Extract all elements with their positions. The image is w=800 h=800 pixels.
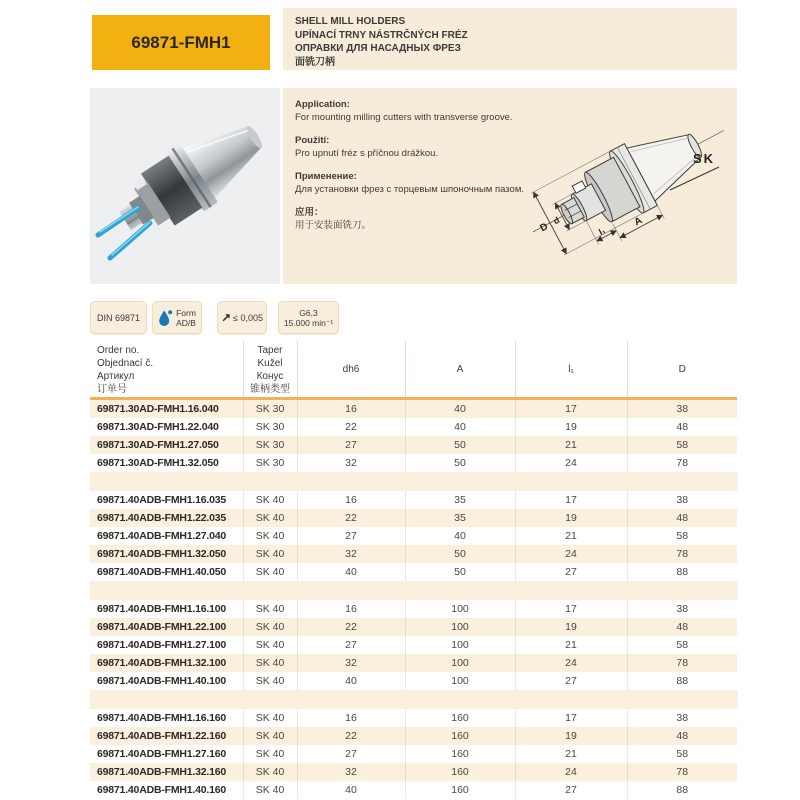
order-no-cell: 69871.30AD-FMH1.16.040 (90, 399, 243, 419)
din-standard-badge: DIN 69871 (90, 301, 147, 334)
value-cell: 160 (405, 781, 515, 799)
product-code-box (92, 15, 270, 70)
order-no-cell: 69871.40ADB-FMH1.27.160 (90, 745, 243, 763)
value-cell: 88 (676, 784, 689, 796)
value-cell: 160 (405, 763, 515, 781)
value-cell: SK 40 (243, 527, 297, 545)
value-cell: 100 (405, 618, 515, 636)
order-no-cell: 69871.40ADB-FMH1.27.040 (90, 527, 243, 545)
value-cell: 88 (676, 675, 689, 687)
value-cell: 58 (676, 530, 689, 542)
value-cell: 160 (405, 709, 515, 727)
value-cell: 17 (515, 600, 627, 618)
order-no-cell: 69871.40ADB-FMH1.16.035 (90, 491, 243, 509)
table-row (90, 636, 737, 654)
col-header-order-no: Order no. Objednací č. Артикул 订单号 (90, 341, 243, 399)
value-cell: 100 (405, 600, 515, 618)
order-no-cell: 69871.40ADB-FMH1.22.035 (90, 509, 243, 527)
application-section-en: Application: For mounting milling cutters with transverse groove. (295, 99, 513, 123)
table-row (90, 545, 737, 563)
value-cell: SK 40 (243, 745, 297, 763)
table-header-row (90, 341, 737, 399)
value-cell: 16 (297, 600, 405, 618)
value-cell: 58 (627, 436, 737, 454)
col-header-dh6: dh6 (297, 341, 405, 399)
value-cell: 24 (515, 545, 627, 563)
value-cell: 16 (297, 491, 405, 509)
table-row (90, 781, 737, 799)
table-row (90, 491, 737, 509)
value-cell: 48 (627, 727, 737, 745)
value-cell: 38 (676, 603, 689, 615)
value-cell: 27 (297, 636, 405, 654)
value-cell: SK 30 (243, 399, 297, 419)
technical-drawing (523, 91, 735, 281)
value-cell: 32 (297, 763, 405, 781)
runout-tolerance-badge: ↗ ≤ 0,005 (217, 301, 267, 334)
value-cell: 78 (627, 545, 737, 563)
application-section-cs: Použití: Pro upnutí fréz s příčnou drážkou. (295, 135, 439, 159)
order-no-cell: 69871.40ADB-FMH1.27.100 (90, 636, 243, 654)
svg-text:A: A (632, 215, 645, 229)
table-row (90, 763, 737, 781)
value-cell: 78 (676, 457, 689, 469)
balance-speed-badge: G6,3 15.000 min⁻¹ (278, 301, 339, 334)
value-cell: SK 40 (243, 709, 297, 727)
table-row (90, 745, 737, 763)
product-code: 69871-FMH1 (131, 32, 231, 52)
value-cell: 24 (515, 454, 627, 472)
table-row (90, 399, 737, 419)
table-row (90, 436, 737, 454)
value-cell: 27 (297, 745, 405, 763)
value-cell: 100 (405, 636, 515, 654)
value-cell: SK 30 (243, 436, 297, 454)
value-cell: 58 (676, 748, 689, 760)
value-cell: 50 (405, 563, 515, 581)
value-cell: 32 (297, 454, 405, 472)
value-cell: 38 (627, 399, 737, 419)
table-row (90, 418, 737, 436)
value-cell: 16 (297, 399, 405, 419)
value-cell: 32 (297, 545, 405, 563)
col-header-d: D (627, 341, 737, 399)
value-cell: SK 40 (243, 545, 297, 563)
coolant-droplet-icon (158, 308, 173, 328)
value-cell: SK 40 (243, 636, 297, 654)
value-cell: 48 (627, 618, 737, 636)
value-cell: SK 40 (243, 600, 297, 618)
value-cell: SK 40 (243, 672, 297, 690)
value-cell: 160 (405, 727, 515, 745)
col-header-a: A (405, 341, 515, 399)
order-no-cell: 69871.40ADB-FMH1.32.160 (90, 763, 243, 781)
table-row (90, 454, 737, 472)
value-cell: 17 (515, 491, 627, 509)
value-cell: 38 (676, 712, 689, 724)
col-header-taper: Taper Kužel Конус 锥柄类型 (243, 341, 297, 399)
group-separator-row (90, 472, 737, 491)
product-photo (90, 88, 280, 284)
value-cell: 27 (515, 672, 627, 690)
value-cell: SK 40 (243, 563, 297, 581)
value-cell: SK 40 (243, 491, 297, 509)
value-cell: 19 (515, 618, 627, 636)
value-cell: 100 (405, 672, 515, 690)
value-cell: 22 (297, 618, 405, 636)
table-row (90, 618, 737, 636)
value-cell: 50 (405, 436, 515, 454)
table-row (90, 563, 737, 581)
value-cell: 48 (676, 421, 689, 433)
value-cell: 22 (297, 418, 405, 436)
value-cell: 27 (297, 527, 405, 545)
table-row (90, 727, 737, 745)
value-cell: SK 40 (243, 763, 297, 781)
value-cell: 100 (405, 654, 515, 672)
value-cell: 24 (515, 763, 627, 781)
application-text (295, 99, 545, 243)
value-cell: SK 30 (243, 454, 297, 472)
col-header-l1: l₁ (515, 341, 627, 399)
value-cell: 78 (627, 763, 737, 781)
order-no-cell: 69871.40ADB-FMH1.40.160 (90, 781, 243, 799)
order-no-cell: 69871.40ADB-FMH1.22.160 (90, 727, 243, 745)
order-no-cell: 69871.40ADB-FMH1.32.050 (90, 545, 243, 563)
page-title (283, 8, 737, 70)
value-cell: 22 (297, 509, 405, 527)
value-cell: 16 (297, 709, 405, 727)
svg-text:D: D (538, 221, 550, 235)
value-cell: 21 (515, 636, 627, 654)
application-block (283, 88, 737, 284)
value-cell: 78 (627, 654, 737, 672)
order-no-cell: 69871.40ADB-FMH1.40.100 (90, 672, 243, 690)
application-section-zh: 应用： 用于安装面铣刀。 (295, 207, 372, 231)
value-cell: SK 40 (243, 509, 297, 527)
order-no-cell: 69871.40ADB-FMH1.32.100 (90, 654, 243, 672)
value-cell: 21 (515, 527, 627, 545)
title-ru: ОПРАВКИ ДЛЯ НАСАДНЫХ ФРЕЗ (295, 43, 461, 54)
coolant-form-badge: Form AD/B (152, 301, 202, 334)
value-cell: 17 (515, 709, 627, 727)
value-cell: 17 (515, 399, 627, 419)
svg-text:d: d (551, 214, 562, 227)
value-cell: 40 (297, 672, 405, 690)
order-no-cell: 69871.40ADB-FMH1.22.100 (90, 618, 243, 636)
value-cell: 50 (405, 454, 515, 472)
value-cell: 35 (405, 509, 515, 527)
value-cell: 58 (676, 639, 689, 651)
value-cell: 22 (297, 727, 405, 745)
value-cell: SK 40 (243, 618, 297, 636)
value-cell: 27 (297, 436, 405, 454)
table-row (90, 600, 737, 618)
value-cell: 40 (405, 418, 515, 436)
title-cs: UPÍNACÍ TRNY NÁSTRČNÝCH FRÉZ (295, 29, 468, 41)
value-cell: 50 (405, 545, 515, 563)
value-cell: 19 (515, 509, 627, 527)
value-cell: 40 (405, 527, 515, 545)
value-cell: 32 (297, 654, 405, 672)
value-cell: 27 (515, 781, 627, 799)
value-cell: SK 40 (243, 781, 297, 799)
table-row (90, 527, 737, 545)
value-cell: 40 (297, 563, 405, 581)
value-cell: 27 (515, 563, 627, 581)
order-no-cell: 69871.40ADB-FMH1.40.050 (90, 563, 243, 581)
order-no-cell: 69871.40ADB-FMH1.16.100 (90, 600, 243, 618)
table-row (90, 672, 737, 690)
value-cell: SK 40 (243, 727, 297, 745)
value-cell: 88 (676, 566, 689, 578)
table-row (90, 654, 737, 672)
value-cell: 21 (515, 436, 627, 454)
value-cell: 19 (515, 418, 627, 436)
value-cell: SK 40 (243, 654, 297, 672)
table-row (90, 509, 737, 527)
order-no-cell: 69871.30AD-FMH1.27.050 (90, 436, 243, 454)
taper-label: SK (693, 151, 716, 166)
order-no-cell: 69871.30AD-FMH1.32.050 (90, 454, 243, 472)
product-photo-image (90, 88, 280, 284)
group-separator-row (90, 690, 737, 709)
value-cell: 48 (627, 509, 737, 527)
group-separator-row (90, 581, 737, 600)
title-en: SHELL MILL HOLDERS (295, 16, 406, 27)
svg-text:l₁: l₁ (597, 225, 608, 238)
value-cell: 35 (405, 491, 515, 509)
value-cell: 19 (515, 727, 627, 745)
value-cell: 38 (676, 494, 689, 506)
value-cell: SK 30 (243, 418, 297, 436)
value-cell: 160 (405, 745, 515, 763)
runout-arrow-icon: ↗ (220, 310, 232, 325)
value-cell: 40 (405, 399, 515, 419)
application-section-ru: Применение: Для установки фрез с торцевым шпоночным пазом. (295, 171, 524, 195)
title-zh: 面铣刀柄 (295, 56, 335, 68)
value-cell: 24 (515, 654, 627, 672)
value-cell: 40 (297, 781, 405, 799)
spec-table-body (90, 399, 737, 800)
order-no-cell: 69871.40ADB-FMH1.16.160 (90, 709, 243, 727)
order-no-cell: 69871.30AD-FMH1.22.040 (90, 418, 243, 436)
value-cell: 21 (515, 745, 627, 763)
spec-table (90, 341, 738, 799)
table-row (90, 709, 737, 727)
